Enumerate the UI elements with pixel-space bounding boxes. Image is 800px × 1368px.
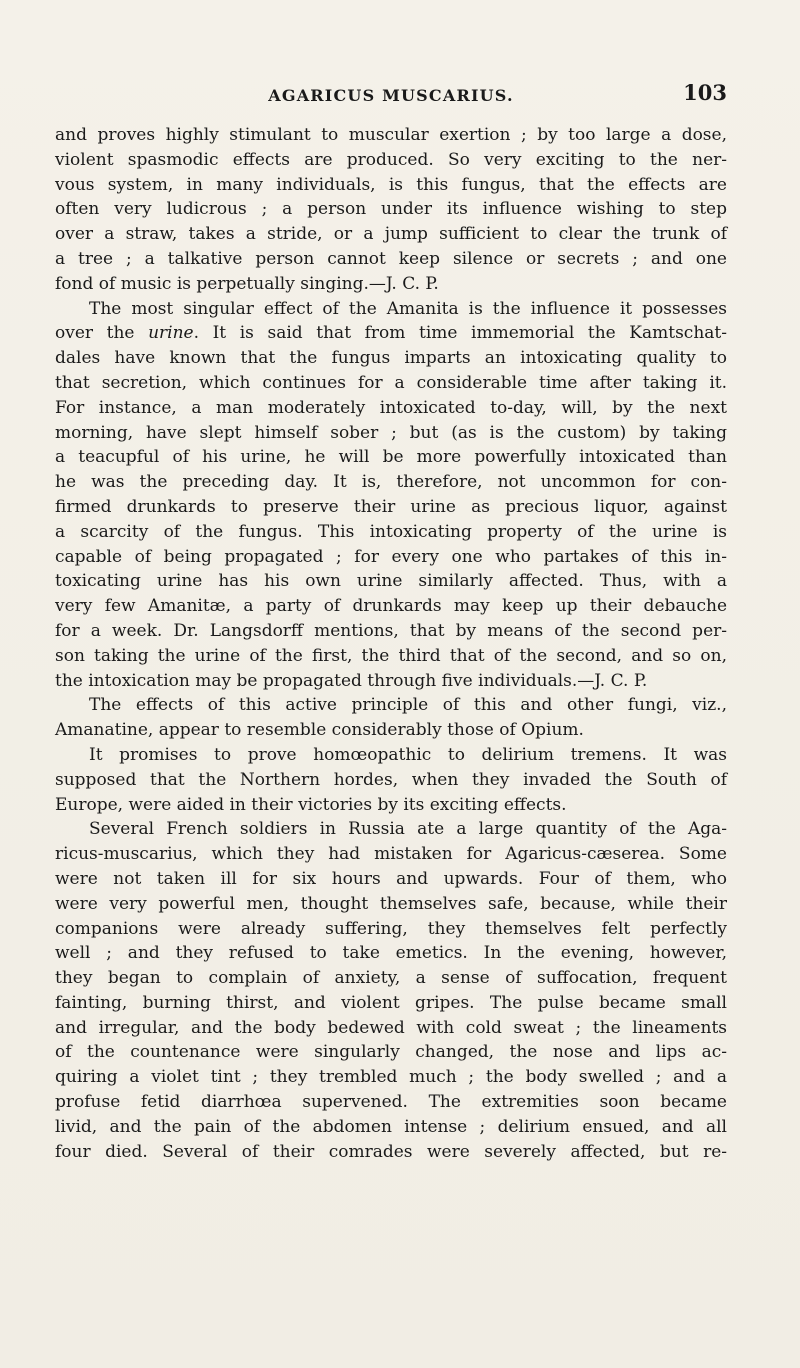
text-line: toxicating urine has his own urine similarly affected. Thus, with a — [55, 571, 727, 592]
body-text — [55, 123, 727, 1164]
text-line: supposed that the Northern hordes, when they invaded the South of — [55, 769, 727, 790]
text-line: violent spasmodic effects are produced. So very exciting to the ner- — [55, 149, 727, 170]
text-line: for a week. Dr. Langsdorff mentions, that by means of the second per- — [55, 620, 727, 641]
text-line: Amanatine, appear to resemble considerably those of Opium. — [55, 720, 584, 741]
text-line: were very powerful men, thought themselves safe, because, while their — [55, 893, 727, 914]
text-line: a scarcity of the fungus. This intoxicating property of the urine is — [55, 521, 727, 542]
text-line: dales have known that the fungus imparts an intoxicating quality to — [55, 348, 727, 369]
text-line: ricus-muscarius, which they had mistaken for Agaricus-cæserea. Some — [55, 844, 727, 865]
text-line: they began to complain of anxiety, a sense of suffocation, frequent — [55, 968, 727, 989]
text-line: were not taken ill for six hours and upwards. Four of them, who — [55, 868, 727, 889]
text-line: morning, have slept himself sober ; but (as is the custom) by taking — [55, 422, 727, 443]
text-line: of the countenance were singularly changed, the nose and lips ac- — [55, 1042, 727, 1063]
text-line: well ; and they refused to take emetics. In the evening, however, — [55, 943, 727, 964]
text-line: a tree ; a talkative person cannot keep silence or secrets ; and one — [55, 248, 727, 269]
text-fragment: over the — [55, 323, 149, 344]
text-line: fainting, burning thirst, and violent gripes. The pulse became small — [55, 992, 727, 1013]
text-line: four died. Several of their comrades were severely affected, but re- — [55, 1141, 727, 1162]
text-line: over a straw, takes a stride, or a jump sufficient to clear the trunk of — [55, 224, 727, 245]
text-line: profuse fetid diarrhœa supervened. The extremities soon became — [55, 1092, 727, 1113]
text-line: that secretion, which continues for a considerable time after taking it. — [55, 372, 727, 393]
text-line — [55, 321, 727, 346]
text-line: son taking the urine of the first, the third that of the second, and so on, — [55, 645, 727, 666]
text-line: firmed drunkards to preserve their urine as precious liquor, against — [55, 496, 727, 517]
text-line: and irregular, and the body bedewed with cold sweat ; the lineaments — [55, 1017, 727, 1038]
text-line: companions were already suffering, they themselves felt perfectly — [55, 918, 727, 939]
text-line: It promises to prove homœopathic to delirium tremens. It was — [89, 744, 727, 765]
text-line: and proves highly stimulant to muscular exertion ; by too large a dose, — [55, 125, 727, 145]
text-line: a teacupful of his urine, he will be more powerfully intoxicated than — [55, 447, 727, 468]
text-line: he was the preceding day. It is, therefore, not uncommon for con- — [55, 472, 727, 493]
text-fragment: . It is said that from time immemorial the Kamtschat- — [193, 323, 727, 344]
text-line: Several French soldiers in Russia ate a large quantity of the Aga- — [89, 819, 727, 840]
page-number: 103 — [683, 80, 727, 105]
text-line: quiring a violet tint ; they trembled much ; the body swelled ; and a — [55, 1067, 727, 1088]
page-header — [55, 76, 727, 108]
text-line: fond of music is perpetually singing.—J. C. P. — [55, 273, 439, 294]
text-line: For instance, a man moderately intoxicated to-day, will, by the next — [55, 397, 727, 418]
text-line: Europe, were aided in their victories by its exciting effects. — [55, 794, 567, 815]
text-line: the intoxication may be propagated through five individuals.—J. C. P. — [55, 670, 648, 691]
text-line: very few Amanitæ, a party of drunkards may keep up their debauche — [55, 596, 727, 617]
running-head: AGARICUS MUSCARIUS. — [268, 86, 514, 105]
text-line: capable of being propagated ; for every one who partakes of this in- — [55, 546, 727, 567]
italic-word: urine — [148, 323, 194, 344]
text-line: vous system, in many individuals, is this fungus, that the effects are — [55, 174, 727, 195]
text-line: livid, and the pain of the abdomen intense ; delirium ensued, and all — [55, 1116, 727, 1137]
text-line: often very ludicrous ; a person under its influence wishing to step — [55, 199, 727, 220]
text-line: The most singular effect of the Amanita is the influence it possesses — [89, 298, 727, 319]
text-line: The effects of this active principle of this and other fungi, viz., — [89, 695, 727, 716]
